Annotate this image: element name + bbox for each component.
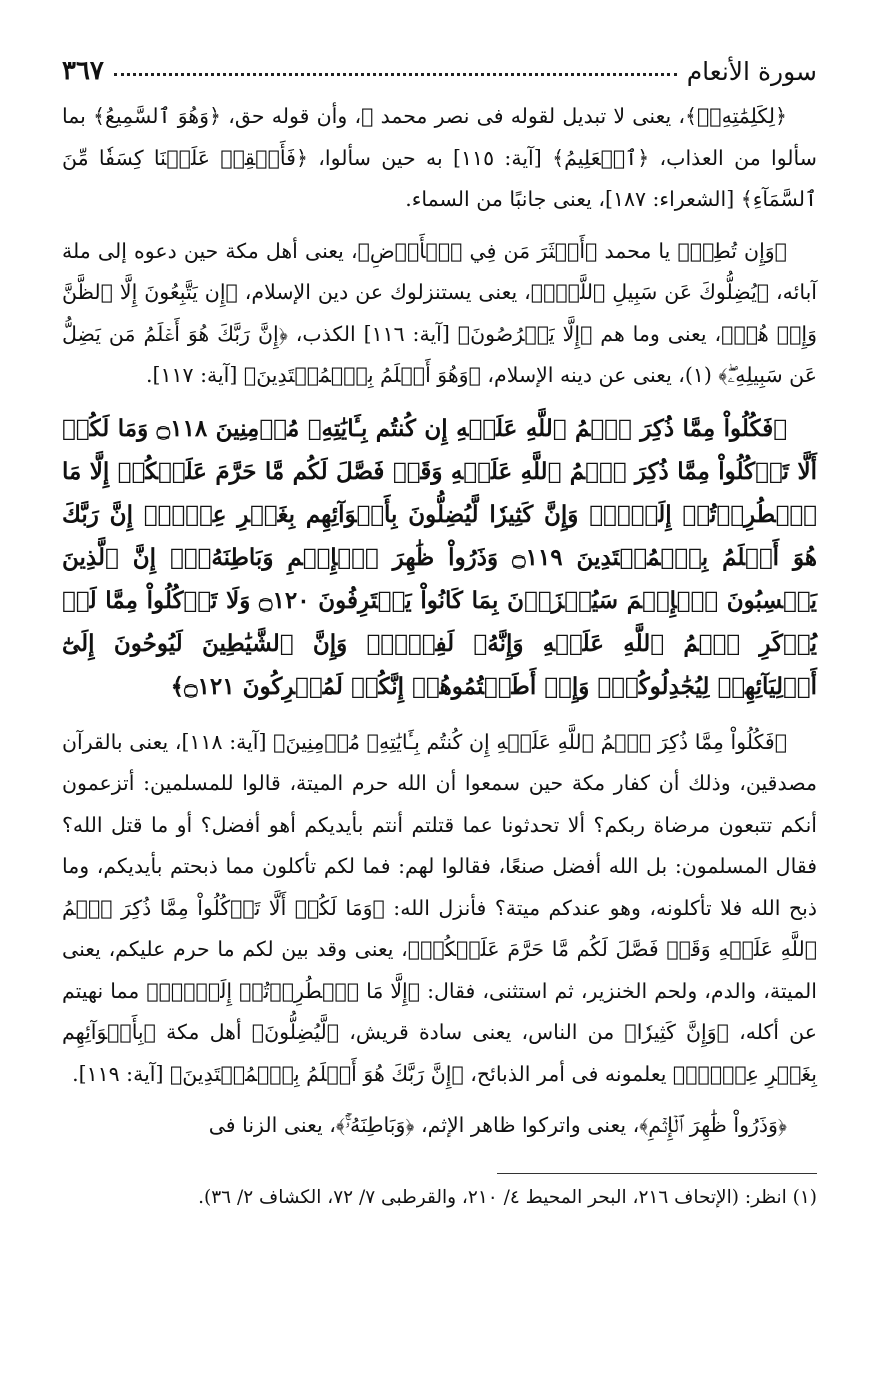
surah-title: سورة الأنعام: [686, 57, 817, 86]
paragraph-tafsir-115: ﴿لِكَلِمَٰتِهِۦۚ﴾، يعنى لا تبديل لقوله فى نصر محمد ﷺ، وأن قوله حق، ﴿وَهُوَ ٱلسَّمِيعُ﴾ بما سألوا من العذاب، ﴿ٱلۡعَلِيمُ﴾ [آية: ١١٥] به حين سألوا، ﴿فَأَسۡقِطۡ عَلَيۡنَا كِسَفٗا مِّنَ ٱلسَّمَآءِ﴾ [الشعراء: ١٨٧]، يعنى جانبًا من السماء.: [62, 104, 817, 211]
paragraph-tafsir-116-117: ﴿وَإِن تُطِعۡ﴾ يا محمد ﴿أَكۡثَرَ مَن فِي ٱلۡأَرۡضِ﴾، يعنى أهل مكة حين دعوه إلى ملة آبائه، ﴿يُضِلُّوكَ عَن سَبِيلِ ٱللَّهِۚ﴾، يعنى يستنزلوك عن دين الإسلام، ﴿إِن يَتَّبِعُونَ إِلَّا ٱلظَّنَّ وَإِنۡ هُمۡ﴾، يعنى وما هم ﴿إِلَّا يَخۡرُصُونَ﴾ [آية: ١١٦] الكذب، ﴿إِنَّ رَبَّكَ هُوَ أَعۡلَمُ مَن يَضِلُّ عَن سَبِيلِهِۦۖ﴾ (١)، يعنى عن دينه الإسلام، ﴿وَهُوَ أَعۡلَمُ بِٱلۡمُهۡتَدِينَ﴾ [آية: ١١٧].: [62, 238, 817, 387]
page-number: ٣٦٧: [62, 56, 104, 86]
quran-verse-block: ﴿فَكُلُواْ مِمَّا ذُكِرَ ٱسۡمُ ٱللَّهِ عَلَيۡهِ إِن كُنتُم بِـَٔايَٰتِهِۦ مُؤۡمِنِينَ ۝١١٨ وَمَا لَكُمۡ أَلَّا تَأۡكُلُواْ مِمَّا ذُكِرَ ٱسۡمُ ٱللَّهِ عَلَيۡهِ وَقَدۡ فَصَّلَ لَكُم مَّا حَرَّمَ عَلَيۡكُمۡ إِلَّا مَا ٱضۡطُرِرۡتُمۡ إِلَيۡهِۗ وَإِنَّ كَثِيرٗا لَّيُضِلُّونَ بِأَهۡوَآئِهِم بِغَيۡرِ عِلۡمٍۚ إِنَّ رَبَّكَ هُوَ أَعۡلَمُ بِٱلۡمُعۡتَدِينَ ۝١١٩ وَذَرُواْ ظَٰهِرَ ٱلۡإِثۡمِ وَبَاطِنَهُۥٓۚ إِنَّ ٱلَّذِينَ يَكۡسِبُونَ ٱلۡإِثۡمَ سَيُجۡزَوۡنَ بِمَا كَانُواْ يَقۡتَرِفُونَ ۝١٢٠ وَلَا تَأۡكُلُواْ مِمَّا لَمۡ يُذۡكَرِ ٱسۡمُ ٱللَّهِ عَلَيۡهِ وَإِنَّهُۥ لَفِسۡقٞۗ وَإِنَّ ٱلشَّيَٰطِينَ لَيُوحُونَ إِلَىٰٓ أَوۡلِيَآئِهِمۡ لِيُجَٰدِلُوكُمۡۖ وَإِنۡ أَطَعۡتُمُوهُمۡ إِنَّكُمۡ لَمُشۡرِكُونَ ۝١٢١﴾: [62, 414, 817, 700]
running-header: [62, 38, 817, 86]
footnote-divider: [497, 1173, 817, 1174]
dotted-leader: [114, 73, 677, 76]
paragraph-tafsir-120: ﴿وَذَرُواْ ظَٰهِرَ ٱلۡإِثۡمِ﴾، يعنى واتركوا ظاهر الإثم، ﴿وَبَاطِنَهُۥٓۚ﴾، يعنى الزنا فى: [208, 1113, 787, 1137]
page-body: [62, 96, 817, 1147]
paragraph-tafsir-118-119: ﴿فَكُلُواْ مِمَّا ذُكِرَ ٱسۡمُ ٱللَّهِ عَلَيۡهِ إِن كُنتُم بِـَٔايَٰتِهِۦ مُؤۡمِنِينَ﴾ [آية: ١١٨]، يعنى بالقرآن مصدقين، وذلك أن كفار مكة حين سمعوا أن الله حرم الميتة، قالوا للمسلمين: أتزعمون أنكم تتبعون مرضاة ربكم؟ ألا تحدثونا عما قتلتم أنتم بأيديكم أهو أفضل؟ أو ما قتل الله؟ فقال المسلمون: بل الله أفضل صنعًا، فقالوا لهم: فما لكم تأكلون مما ذبحتم بأيديكم، وما ذبح الله فلا تأكلونه، وهو عندكم ميتة؟ فأنزل الله: ﴿وَمَا لَكُمۡ أَلَّا تَأۡكُلُواْ مِمَّا ذُكِرَ ٱسۡمُ ٱللَّهِ عَلَيۡهِ وَقَدۡ فَصَّلَ لَكُم مَّا حَرَّمَ عَلَيۡكُمۡ﴾، يعنى وقد بين لكم ما حرم عليكم، يعنى الميتة، والدم، ولحم الخنزير، ثم استثنى، فقال: ﴿إِلَّا مَا ٱضۡطُرِرۡتُمۡ إِلَيۡهِۗ﴾ مما نهيتم عن أكله، ﴿وَإِنَّ كَثِيرٗا﴾ من الناس، يعنى سادة قريش، ﴿لَّيُضِلُّونَ﴾ أهل مكة ﴿بِأَهۡوَآئِهِم بِغَيۡرِ عِلۡمٍۚ﴾ يعلمونه فى أمر الذبائح، ﴿إِنَّ رَبَّكَ هُوَ أَعۡلَمُ بِٱلۡمُعۡتَدِينَ﴾ [آية: ١١٩].: [62, 729, 817, 1086]
footnote: (١) انظر: (الإتحاف ٢١٦، البحر المحيط ٤/ ٢١٠، والقرطبى ٧/ ٧٢، الكشاف ٢/ ٣٦).: [198, 1186, 817, 1208]
